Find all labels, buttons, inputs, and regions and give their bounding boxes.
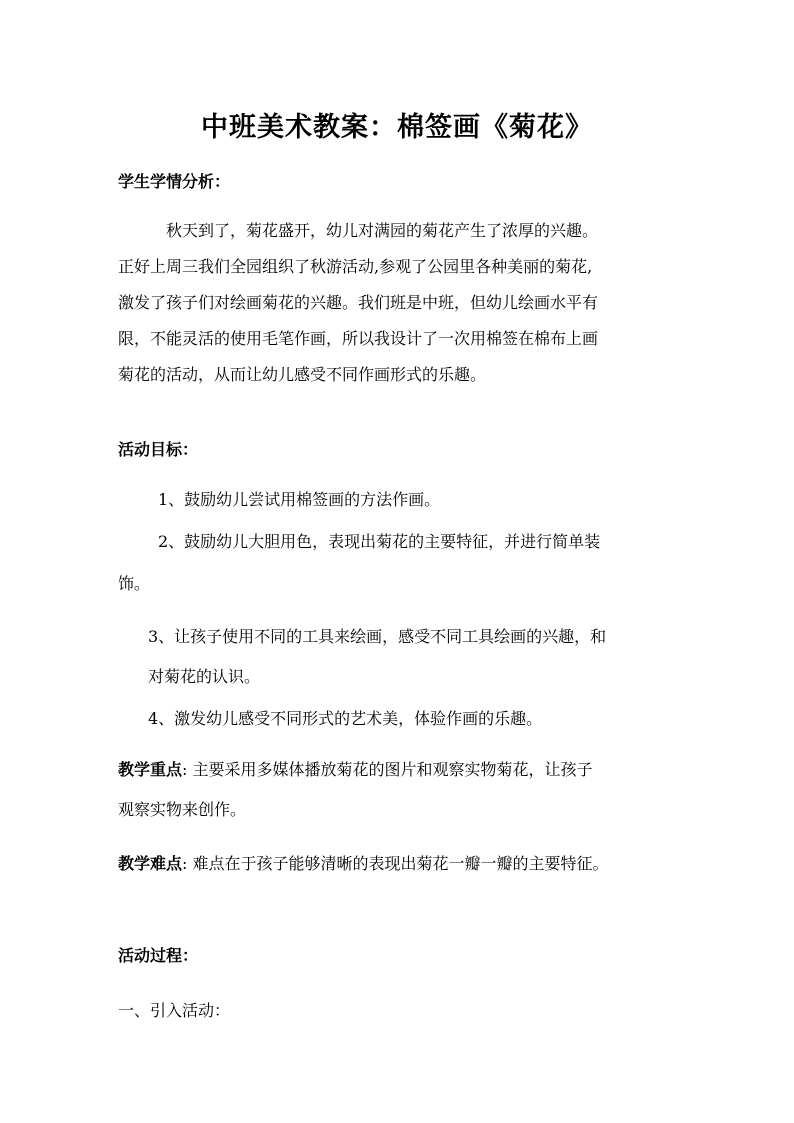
key-point-label: 教学重点 — [118, 760, 183, 779]
goals-heading: 活动目标： — [118, 440, 199, 459]
analysis-heading: 学生学情分析： — [118, 172, 231, 191]
process-heading: 活动过程： — [118, 946, 199, 965]
process-step-1: 一、引入活动： — [118, 1001, 231, 1020]
goal-item-3: 3、让孩子使用不同的工具来绘画，感受不同工具绘画的兴趣，和 — [148, 627, 607, 646]
analysis-line: 激发了孩子们对绘画菊花的兴趣。我们班是中班，但幼儿绘画水平有 — [118, 293, 599, 312]
document-title: 中班美术教案：棉签画《菊花》 — [201, 112, 593, 143]
analysis-paragraph — [118, 213, 678, 393]
difficulty-text: : 难点在于孩子能够清晰的表现出菊花一瓣一瓣的主要特征。 — [182, 854, 609, 873]
key-point-text: : 主要采用多媒体播放菊花的图片和观察实物菊花，让孩子 — [182, 760, 593, 779]
difficulty-label: 教学难点 — [118, 854, 183, 873]
analysis-line: 秋天到了，菊花盛开，幼儿对满园的菊花产生了浓厚的兴趣。 — [166, 221, 599, 240]
difficulty-line — [118, 852, 609, 876]
key-point-line — [118, 758, 593, 782]
goal-item-1: 1、鼓励幼儿尝试用棉签画的方法作画。 — [158, 490, 441, 509]
goal-item-3-continued: 对菊花的认识。 — [148, 667, 261, 686]
analysis-line: 正好上周三我们全园组织了秋游活动,参观了公园里各种美丽的菊花, — [118, 257, 593, 276]
goal-item-2: 2、鼓励幼儿大胆用色，表现出菊花的主要特征，并进行简单装 — [158, 532, 601, 551]
analysis-line: 菊花的活动，从而让幼儿感受不同作画形式的乐趣。 — [118, 365, 487, 384]
analysis-line: 限，不能灵活的使用毛笔作画，所以我设计了一次用棉签在棉布上画 — [118, 329, 599, 348]
goal-item-4: 4、激发幼儿感受不同形式的艺术美，体验作画的乐趣。 — [148, 709, 543, 728]
goal-item-2-continued: 饰。 — [118, 574, 151, 593]
key-point-continued: 观察实物来创作。 — [118, 800, 247, 819]
